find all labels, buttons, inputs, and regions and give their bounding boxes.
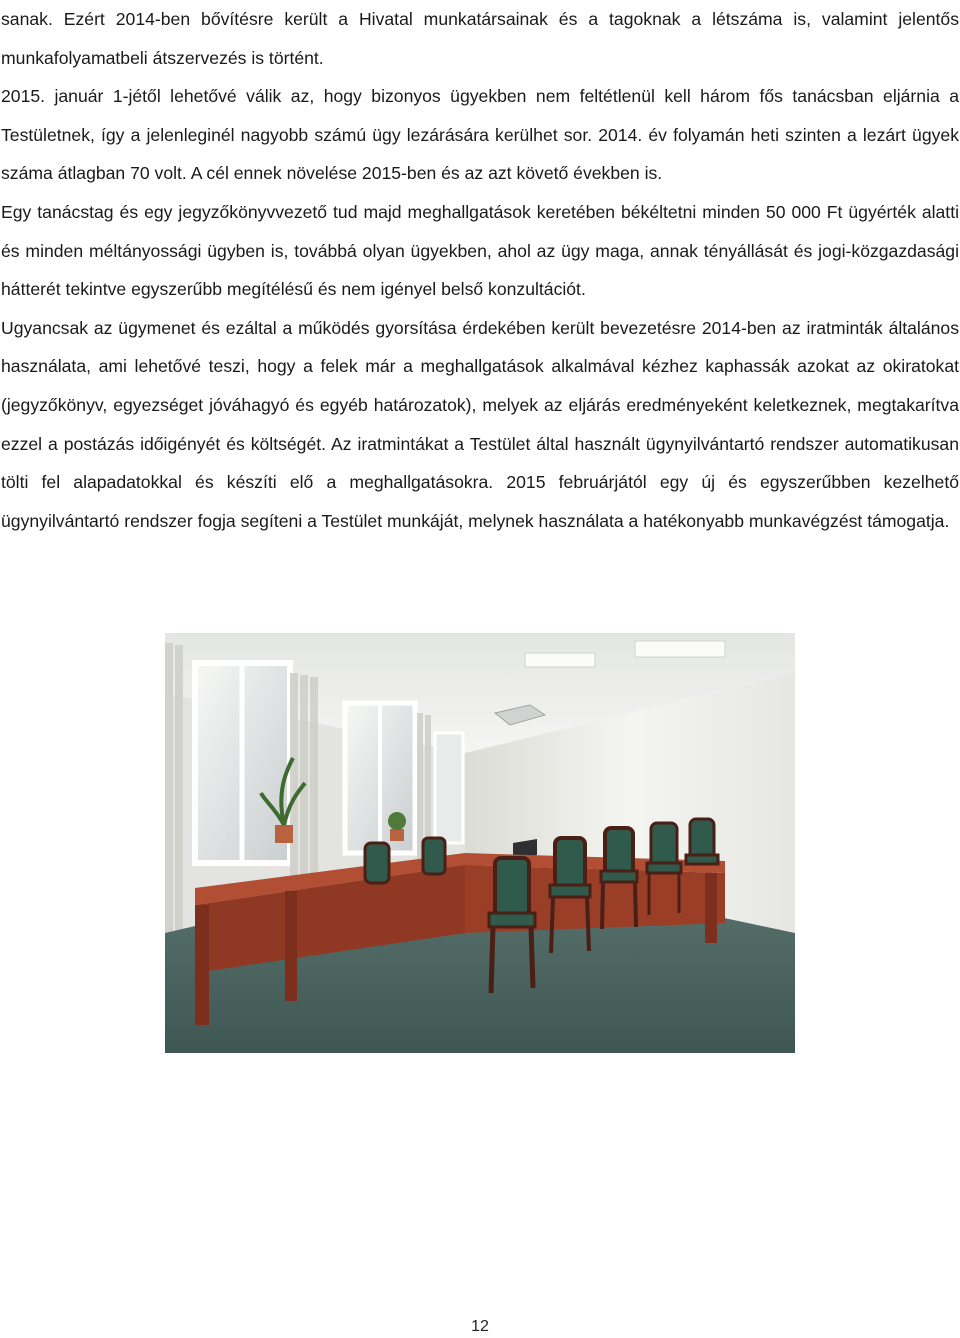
ceiling-light xyxy=(635,641,725,657)
paragraph-2: 2015. január 1-jétől lehetővé válik az, hogy bizonyos ügyekben nem feltétlenül kell három fős tanácsban eljárnia a Testületnek, így a jelenleginél nagyobb számú ügy lezárására kerülhet sor. 2014. év folyamán heti szinten a lezárt ügyek száma átlagban 70 volt. A cél ennek növelése 2015-ben és az azt követő években is. xyxy=(1,86,959,184)
meeting-room-photo xyxy=(165,633,795,1053)
potted-plant-right xyxy=(388,812,406,841)
paragraph-4: Ugyancsak az ügymenet és ezáltal a működés gyorsítása érdekében került bevezetésre 2014-ben az iratminták általános használata, ami lehetővé teszi, hogy a felek már a meghallgatások alkalmával kézhez kaphassák azokat az okiratokat (jegyzőkönyv, egyezséget jóváhagyó és egyéb határozatok), melyek az eljárás eredményeként keletkeznek, megtakarítva ezzel a postázás időigényét és költségét. Az iratmintákat a Testület által használt ügynyilvántartó rendszer automatikusan tölti fel alapadatokkal és készíti elő a meghallgatásokra. 2015 februárjától egy új és egyszerűbben kezelhető ügynyilvántartó rendszer fogja segíteni a Testület munkáját, melynek használata a hatékonyabb munkavégzést támogatja. xyxy=(1,317,959,531)
page-number: 12 xyxy=(471,1318,489,1335)
ceiling-light xyxy=(525,653,595,667)
paragraph-1: sanak. Ezért 2014-ben bővítésre került a Hivatal munkatársainak és a tagoknak a létszáma is, valamint jelentős munkafolyamatbeli átszervezés is történt. xyxy=(1,9,959,68)
paragraph-3: Egy tanácstag és egy jegyzőkönyvvezető tud majd meghallgatások keretében békéltetni minden 50 000 Ft ügyérték alatti és minden méltányossági ügyben is, továbbá olyan ügyekben, ahol az ügy maga, annak tényállását és jogi-közgazdasági hátterét tekintve egyszerűbb megítélésű és nem igényel belső konzultációt. xyxy=(1,201,959,300)
meeting-room-illustration xyxy=(165,633,795,1053)
body-text xyxy=(1,0,959,540)
